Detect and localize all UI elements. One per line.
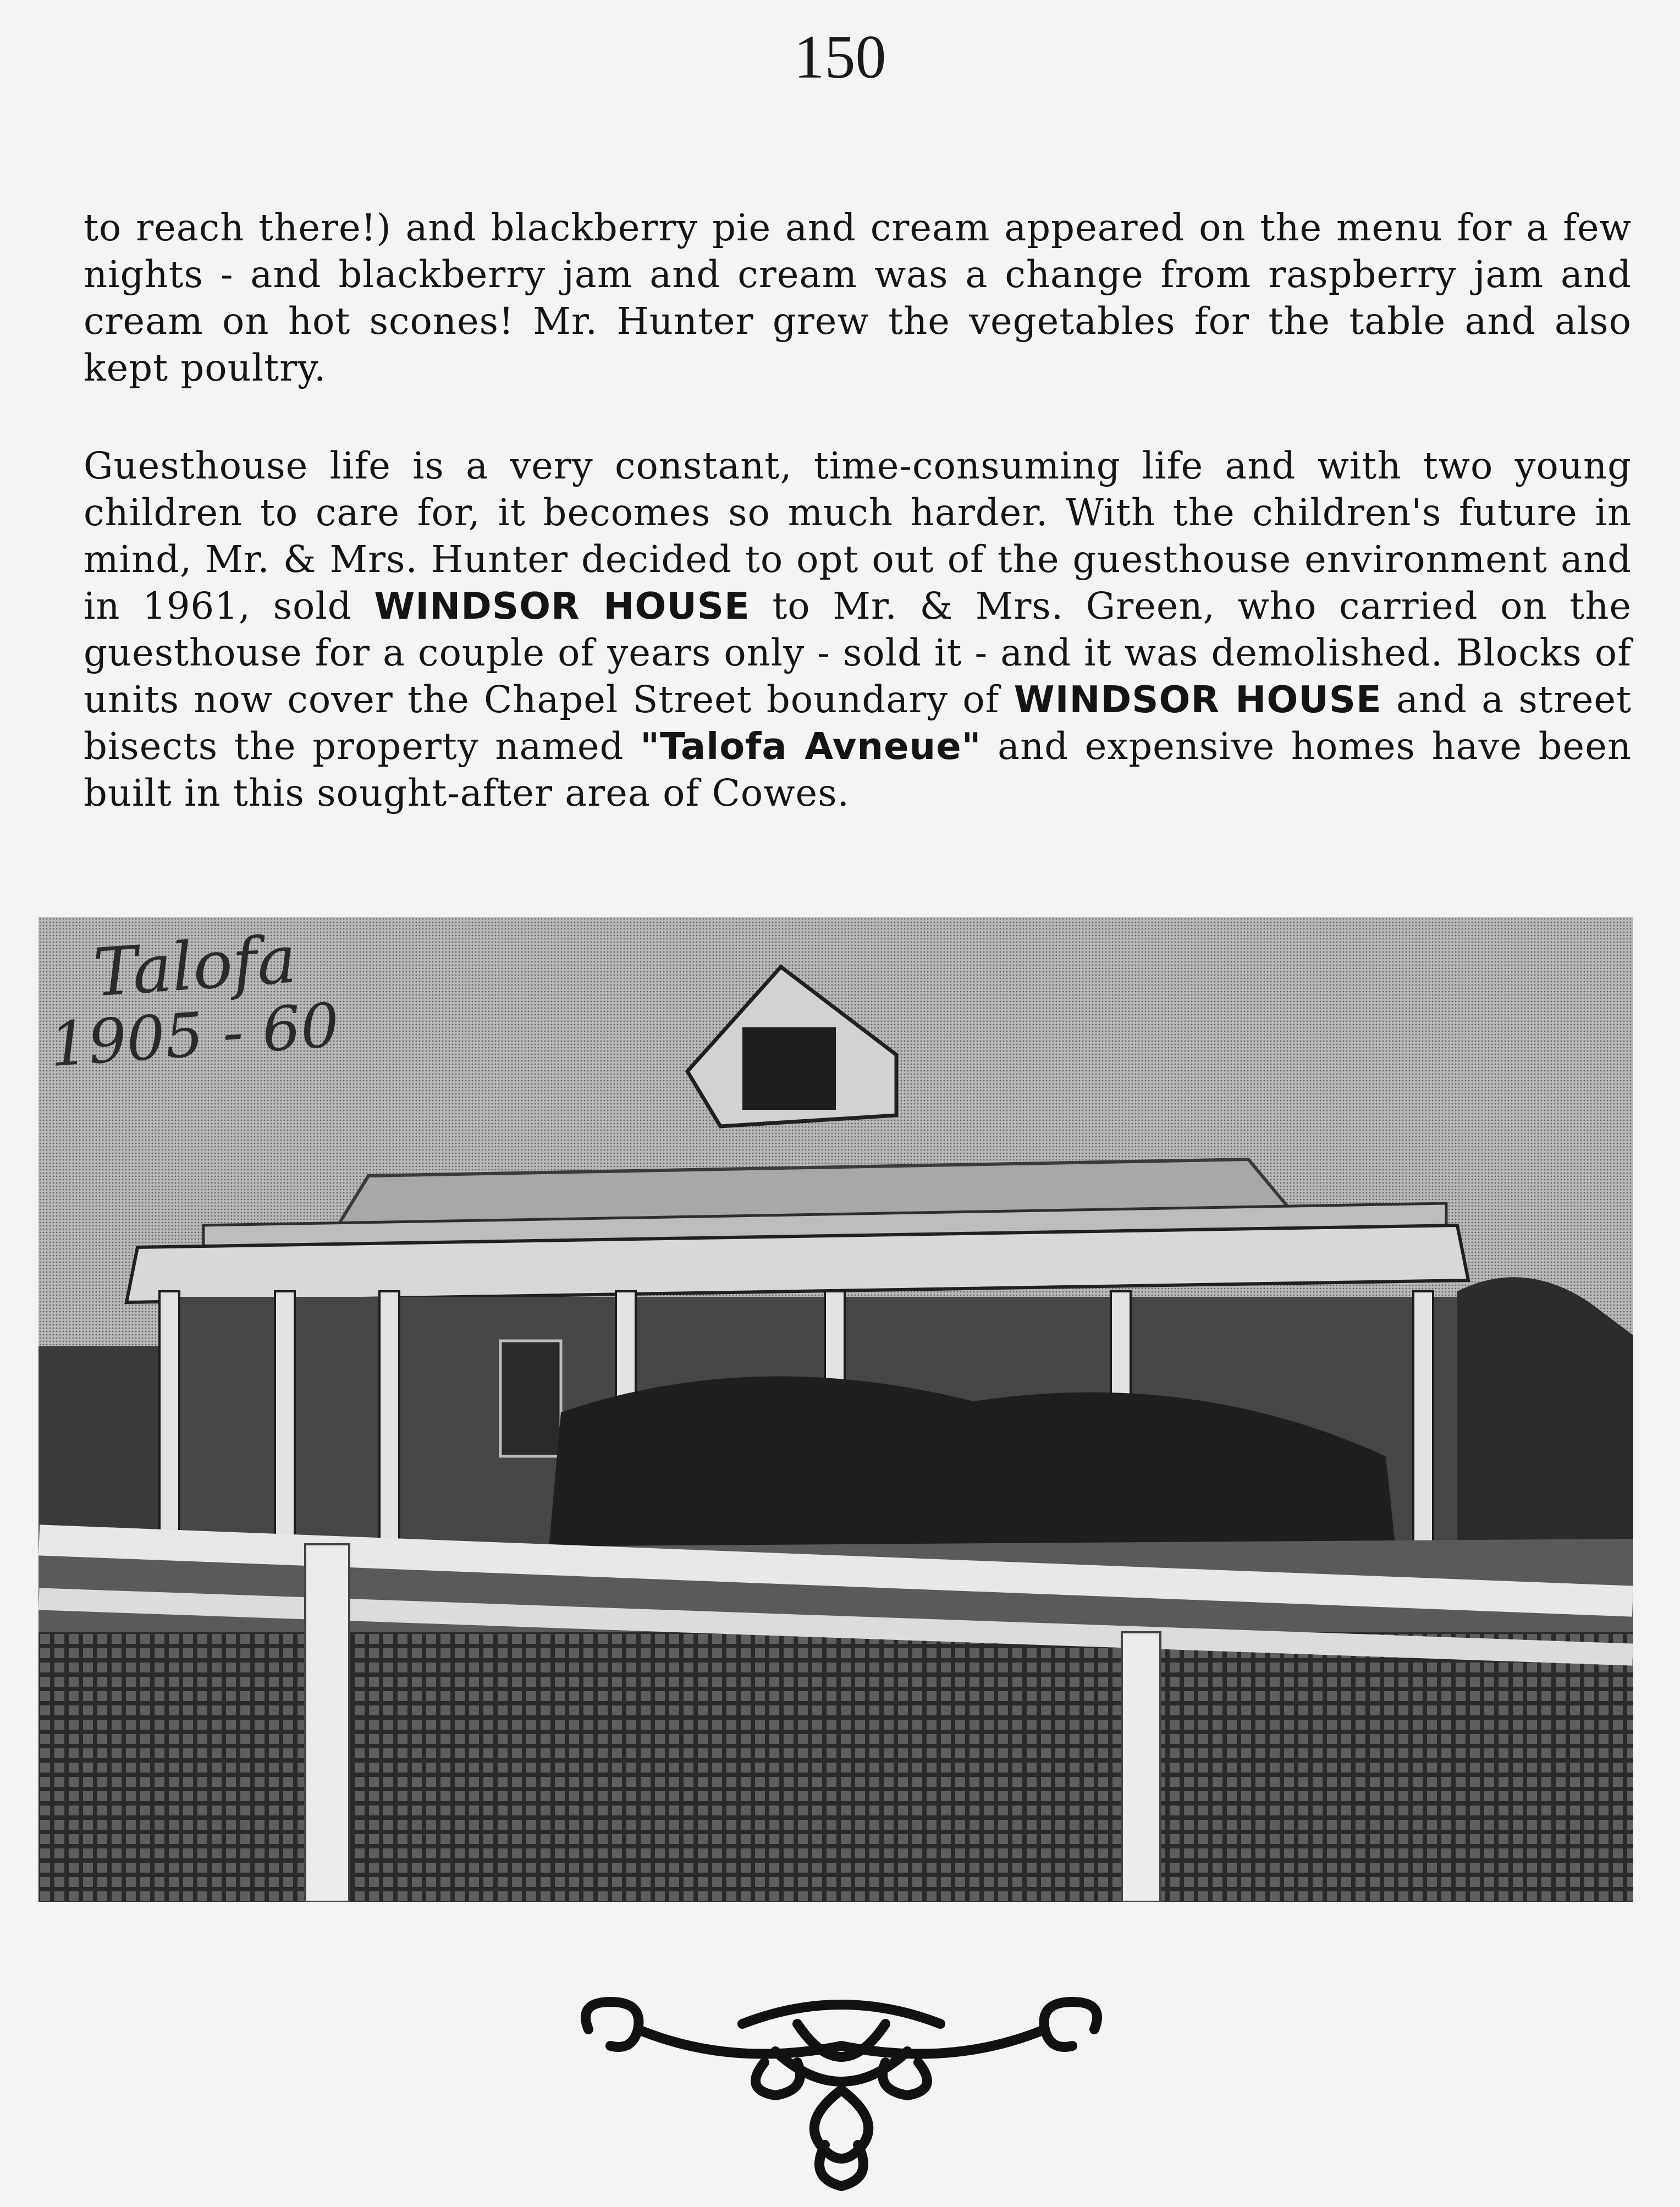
paragraph-2 [84,443,1632,817]
text-segment: Guesthouse life is a very constant, time-consuming life and with two young children to care for, it becomes so much harder. With the children's future in mind, Mr. & Mrs. Hunter decided to opt out of the guesthouse environment and in 1961, sold [84,444,1632,628]
page-number: 150 [794,23,886,91]
paragraph-1 [84,205,1632,392]
paragraph-1-text [84,205,1632,392]
decorative-flourish-icon [566,1980,1116,2194]
handwritten-caption-name: Talofa [91,921,299,1012]
text-segment: and expensive homes have been built in this sought-after area of Cowes. [84,725,1632,814]
text-segment: to reach there!) and blackberry pie and cream appeared on the menu for a few nights - and blackberry jam and cream was a change from raspberry jam and cream on hot scones! Mr. Hunter grew the vegetables for the table and also kept poultry. [84,206,1632,389]
text-segment: to Mr. & Mrs. Green, who carried on the guesthouse for a couple of years only - sold it - and it was demolished. Blocks of units now cover the Chapel Street boundary of [84,585,1632,721]
bold-house-name: WINDSOR HOUSE [1013,678,1382,721]
handwritten-caption-years: 1905 - 60 [47,989,341,1081]
paragraph-2-text [84,443,1632,817]
text-segment: and a street bisects the property named [84,678,1632,768]
bold-house-name: WINDSOR HOUSE [374,585,750,628]
bold-street-name: "Talofa Avneue" [640,725,982,768]
house-photograph [38,917,1633,1902]
house-illustration [38,917,1633,1902]
